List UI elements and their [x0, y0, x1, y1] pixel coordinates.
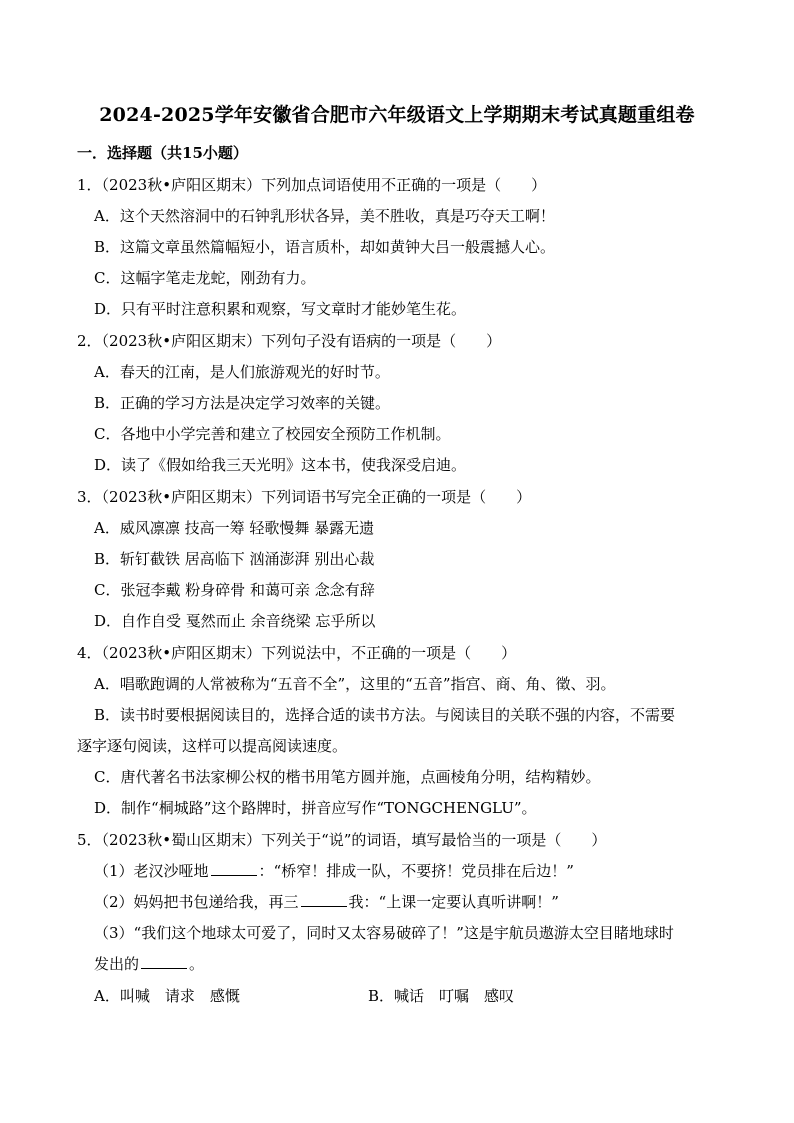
- sub-item-5-2: [94, 891, 744, 913]
- fill-blank: [141, 954, 187, 969]
- option-4d: D．制作“桐城路”这个路牌时，拼音应写作“TONGCHENGLU”。: [94, 799, 537, 817]
- sub-item-5-3-continued: [94, 953, 744, 975]
- option-3b: B．斩钉截铁 居高临下 汹涌澎湃 别出心裁: [94, 550, 375, 568]
- question-stem-5: 5．（2023秋•蜀山区期末）下列关于“说”的词语，填写最恰当的一项是（ ）: [77, 831, 607, 849]
- sub-item-5-3-text: （3）“我们这个地球太可爱了，同时又太容易破碎了！”这是宇航员遨游太空目睹地球时: [94, 924, 674, 942]
- question-stem-3: 3．（2023秋•庐阳区期末）下列词语书写完全正确的一项是（ ）: [77, 488, 532, 506]
- option-1d: D．只有平时注意积累和观察，写文章时才能妙笔生花。: [94, 300, 467, 318]
- option-4b: B．读书时要根据阅读目的，选择合适的读书方法。与阅读目的关联不强的内容，不需要: [94, 706, 676, 724]
- option-5a: A．叫喊 请求 感慨: [94, 987, 240, 1005]
- sub-item-5-3: [94, 922, 744, 944]
- option-4a: A．唱歌跑调的人常被称为“五音不全”，这里的“五音”指宫、商、角、徵、羽。: [94, 675, 616, 693]
- option-2c: C．各地中小学完善和建立了校园安全预防工作机制。: [94, 425, 451, 443]
- sub-item-5-3-post: 。: [189, 955, 205, 973]
- option-2a: A．春天的江南，是人们旅游观光的好时节。: [94, 363, 390, 381]
- question-stem-1: 1．（2023秋•庐阳区期末）下列加点词语使用不正确的一项是（ ）: [77, 176, 547, 194]
- option-2d: D．读了《假如给我三天光明》这本书，使我深受启迪。: [94, 456, 467, 474]
- option-3a: A．威风凛凛 技高一筹 轻歌慢舞 暴露无遗: [94, 519, 375, 537]
- sub-item-5-2-pre: （2）妈妈把书包递给我，再三: [94, 893, 299, 911]
- sub-item-5-1-pre: （1）老汉沙哑地: [94, 862, 209, 880]
- fill-blank: [301, 892, 347, 907]
- option-3c: C．张冠李戴 粉身碎骨 和蔼可亲 念念有辞: [94, 581, 375, 599]
- question-stem-4: 4．（2023秋•庐阳区期末）下列说法中，不正确的一项是（ ）: [77, 644, 517, 662]
- option-4b-continued: 逐字逐句阅读，这样可以提高阅读速度。: [77, 737, 348, 755]
- option-1c: C．这幅字笔走龙蛇，刚劲有力。: [94, 269, 316, 287]
- option-5b: B．喊话 叮嘱 感叹: [368, 987, 515, 1005]
- options-row-5: [94, 985, 744, 1007]
- option-3d: D．自作自受 戛然而止 余音绕梁 忘乎所以: [94, 612, 376, 630]
- option-2b: B．正确的学习方法是决定学习效率的关键。: [94, 394, 391, 412]
- sub-item-5-2-post: 我：“上课一定要认真听讲啊！”: [348, 893, 559, 911]
- question-stem-2: 2．（2023秋•庐阳区期末）下列句子没有语病的一项是（ ）: [77, 332, 502, 350]
- option-4c: C．唐代著名书法家柳公权的楷书用笔方圆并施，点画棱角分明，结构精妙。: [94, 768, 601, 786]
- option-1b: B．这篇文章虽然篇幅短小，语言质朴，却如黄钟大吕一般震撼人心。: [94, 238, 556, 256]
- sub-item-5-1: [94, 860, 744, 882]
- option-1a: A．这个天然溶洞中的石钟乳形状各异，美不胜收，真是巧夺天工啊！: [94, 207, 555, 225]
- fill-blank: [211, 861, 257, 876]
- section-heading: 一．选择题（共15小题）: [77, 144, 248, 162]
- page-title: 2024-2025学年安徽省合肥市六年级语文上学期期末考试真题重组卷: [99, 104, 695, 126]
- sub-item-5-3-pre: 发出的: [94, 955, 140, 973]
- sub-item-5-1-post: ：“桥窄！排成一队，不要挤！党员排在后边！”: [258, 862, 574, 880]
